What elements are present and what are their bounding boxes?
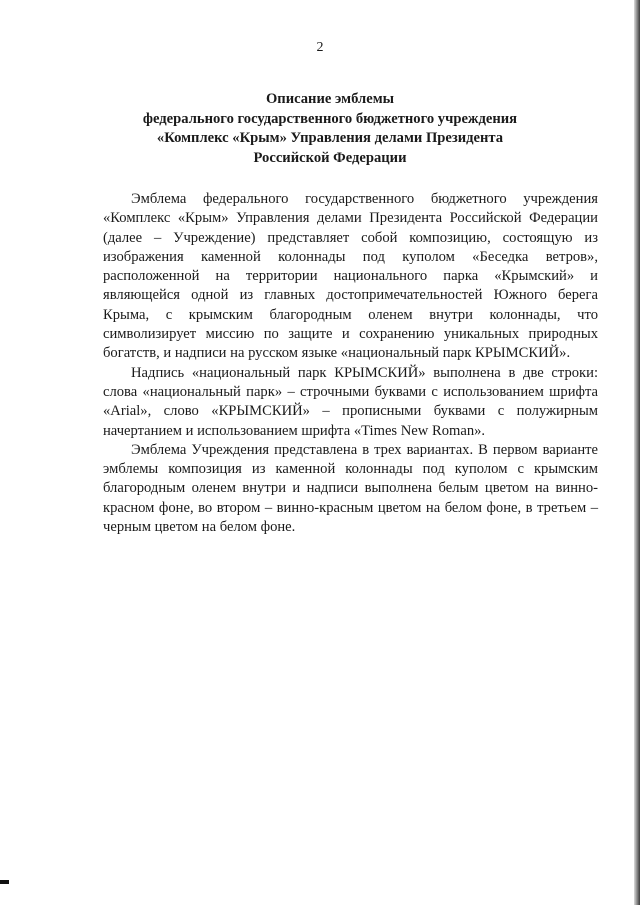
paragraph-variants: Эмблема Учреждения представлена в трех вариантах. В первом варианте эмблемы композиция из каменной колоннады под куполом с крымским благородным оленем внутри и надписи выполнена белым цветом на винно-красном фоне, во втором – винно-красным цветом на белом фоне, в третьем – черным цветом на белом фоне.	[103, 441, 598, 536]
page-number: 2	[316, 40, 324, 55]
paragraph-emblem-description: Эмблема федерального государственного бюджетного учреждения «Комплекс «Крым» Управления делами Президента Российской Федерации (далее – Учреждение) представляет собой композицию, состоящую из изображения каменной колоннады под куполом «Беседка ветров», расположенной на территории национального парка «Крымский» и являющейся одной из главных достопримечательностей Южного берега Крыма, с крымским благородным оленем внутри колоннады, что символизирует миссию по защите и сохранению уникальных природных богатств, и надписи на русском языке «национальный парк КРЫМСКИЙ».	[103, 191, 598, 362]
title-line: федерального государственного бюджетного учреждения	[142, 110, 518, 127]
document-title	[100, 90, 560, 168]
scan-edge-shadow	[634, 0, 640, 905]
paragraph-inscription: Надпись «национальный парк КРЫМСКИЙ» выполнена в две строки: слова «национальный парк» – строчными буквами с использованием шрифта «Arial», слово «КРЫМСКИЙ» – прописными буквами с полужирным начертанием и использованием шрифта «Times New Roman».	[103, 364, 598, 439]
scan-mark	[0, 880, 9, 884]
title-line: Описание эмблемы	[265, 91, 395, 107]
title-line: «Комплекс «Крым» Управления делами Президента	[156, 130, 504, 146]
document-body	[103, 190, 598, 537]
title-line: Российской Федерации	[253, 149, 407, 166]
